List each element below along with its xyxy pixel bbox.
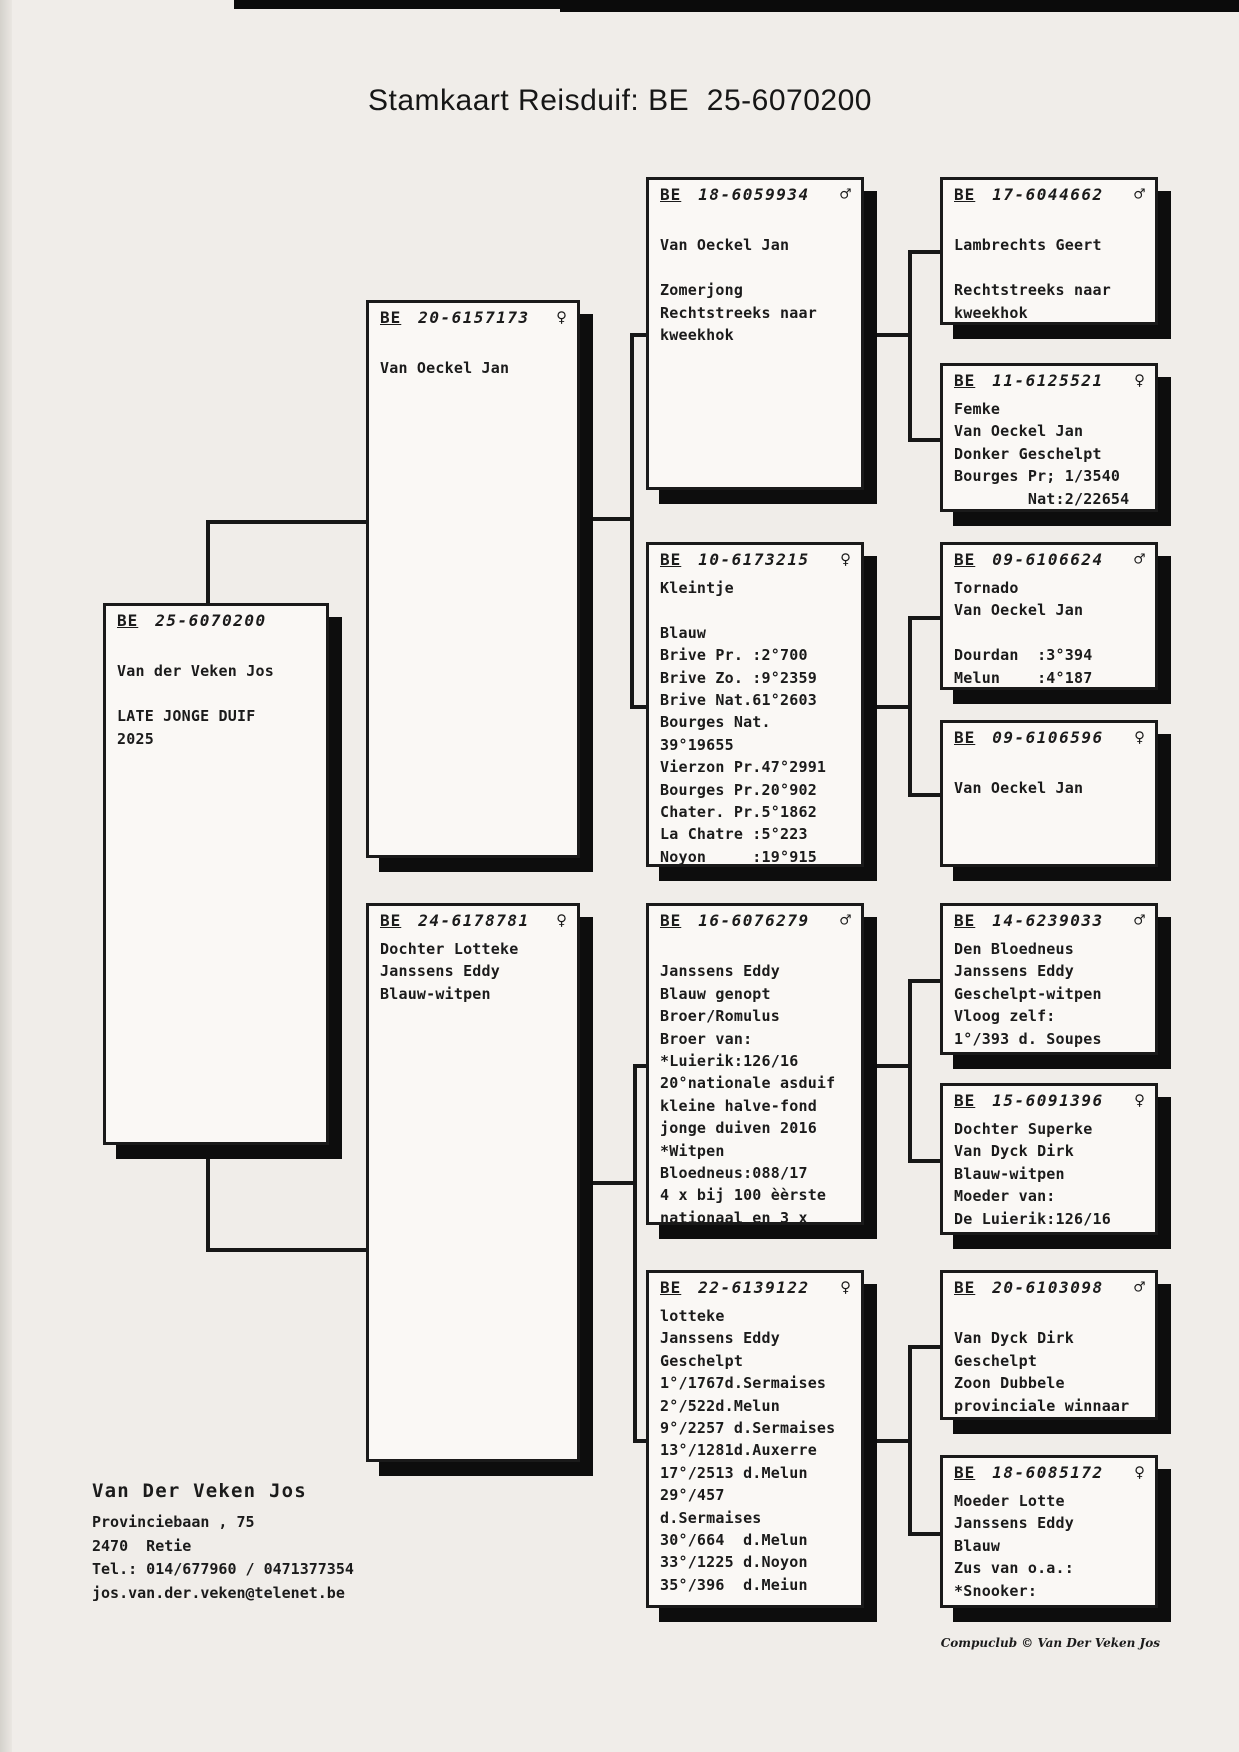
pedigree-text-line: 4 x bij 100 èèrste: [660, 1186, 827, 1205]
pedigree-text-line: Van der Veken Jos: [117, 662, 274, 681]
country-code: BE: [660, 1278, 682, 1297]
pedigree-text-line: 2°/522d.Melun: [660, 1396, 780, 1415]
male-icon: ♂: [1134, 184, 1145, 205]
page-title: Stamkaart Reisduif: BE 25-6070200: [368, 84, 872, 117]
male-icon: ♂: [1134, 1277, 1145, 1298]
pedigree-text-line: Brive Pr. :2°700: [660, 646, 808, 665]
pedigree-text-line: 9°/2257 d.Sermaises: [660, 1419, 836, 1438]
female-icon: ♀: [556, 307, 567, 328]
pedigree-text-line: Janssens Eddy: [954, 962, 1074, 981]
pedigree-text-line: *Witpen: [660, 1141, 725, 1160]
ring-header: [943, 545, 1155, 574]
pedigree-box-16-6076279: [646, 903, 864, 1225]
ring-number: 16-6076279: [698, 911, 810, 930]
connector-line: [206, 1145, 210, 1252]
pedigree-text-line: Geschelpt: [660, 1351, 744, 1370]
pedigree-box-24-6178781: [366, 903, 580, 1462]
pedigree-text-line: 39°19655: [660, 735, 734, 754]
pedigree-text-line: Nat:2/22654: [954, 489, 1130, 508]
female-icon: ♀: [840, 549, 851, 570]
male-icon: ♂: [1134, 549, 1145, 570]
pedigree-text-line: [954, 1305, 1147, 1327]
pedigree-text-line: Janssens Eddy: [380, 962, 500, 981]
ring-number: 18-6085172: [992, 1463, 1104, 1482]
ring-header: [369, 303, 577, 332]
pedigree-box-body: [649, 209, 861, 346]
ring-number: 09-6106596: [992, 728, 1104, 747]
pedigree-text-line: Blauw: [660, 623, 707, 642]
pedigree-box-body: [649, 1302, 861, 1596]
pedigree-text-line: [660, 212, 853, 234]
country-code: BE: [954, 911, 976, 930]
pedigree-text-line: Janssens Eddy: [954, 1514, 1074, 1533]
female-icon: ♀: [1134, 1090, 1145, 1111]
pedigree-box-body: [943, 209, 1155, 324]
pedigree-text-line: 1°/1767d.Sermaises: [660, 1374, 827, 1393]
ring-number: 11-6125521: [992, 371, 1104, 390]
pedigree-box-18-6059934: [646, 177, 864, 490]
ring-number: 10-6173215: [698, 550, 810, 569]
country-code: BE: [660, 911, 682, 930]
country-code: BE: [954, 185, 976, 204]
owner-name: Van Der Veken Jos: [92, 1480, 307, 1502]
owner-address-line: Provinciebaan , 75: [92, 1513, 255, 1531]
pedigree-text-line: Geschelpt: [954, 1351, 1038, 1370]
pedigree-box-15-6091396: [940, 1083, 1158, 1235]
country-code: BE: [954, 728, 976, 747]
pedigree-text-line: Kleintje: [660, 579, 734, 597]
pedigree-box-body: [943, 395, 1155, 510]
connector-line: [864, 1439, 908, 1443]
country-code: BE: [380, 308, 402, 327]
connector-line: [864, 333, 908, 337]
pedigree-box-14-6239033: [940, 903, 1158, 1055]
pedigree-text-line: Bourges Pr; 1/3540: [954, 467, 1121, 486]
connector-line: [908, 1345, 912, 1536]
pedigree-text-line: LATE JONGE DUIF: [117, 707, 256, 726]
pedigree-box-22-6139122: [646, 1270, 864, 1608]
pedigree-box-body: [649, 574, 861, 868]
ring-number: 25-6070200: [155, 611, 267, 630]
pedigree-text-line: Van Oeckel Jan: [954, 601, 1084, 620]
pedigree-text-line: Geschelpt-witpen: [954, 984, 1102, 1003]
pedigree-text-line: Dourdan :3°394: [954, 646, 1093, 665]
pedigree-text-line: Zus van o.a.:: [954, 1559, 1074, 1578]
scan-edge-artifact: [0, 0, 12, 1752]
pedigree-text-line: Brive Zo. :9°2359: [660, 668, 817, 687]
pedigree-text-line: Van Oeckel Jan: [954, 779, 1084, 798]
pedigree-text-line: [117, 638, 318, 660]
pedigree-text-line: Broer van:: [660, 1029, 753, 1048]
connector-line: [908, 1159, 940, 1163]
male-icon: ♂: [840, 184, 851, 205]
country-code: BE: [660, 550, 682, 569]
pedigree-text-line: [954, 622, 1147, 644]
pedigree-text-line: Lambrechts Geert: [954, 236, 1102, 255]
pedigree-text-line: Brive Nat.61°2603: [660, 691, 817, 710]
pedigree-text-line: Zomerjong: [660, 281, 744, 300]
pedigree-text-line: Van Oeckel Jan: [380, 359, 510, 378]
pedigree-text-line: Tornado: [954, 579, 1019, 597]
connector-line: [908, 616, 940, 620]
female-icon: ♀: [556, 910, 567, 931]
pedigree-text-line: Dochter Superke: [954, 1120, 1093, 1138]
pedigree-text-line: Vierzon Pr.47°2991: [660, 758, 827, 777]
pedigree-text-line: Moeder van:: [954, 1187, 1056, 1206]
connector-line: [580, 1181, 635, 1185]
ring-header: [943, 1458, 1155, 1487]
pedigree-text-line: Broer/Romulus: [660, 1007, 780, 1026]
male-icon: ♂: [840, 910, 851, 931]
connector-line: [864, 1064, 908, 1068]
ring-header: [943, 180, 1155, 209]
connector-line: [908, 438, 940, 442]
pedigree-text-line: 2025: [117, 729, 154, 748]
ring-number: 17-6044662: [992, 185, 1104, 204]
ring-number: 14-6239033: [992, 911, 1104, 930]
pedigree-box-body: [106, 635, 326, 750]
pedigree-text-line: [954, 212, 1147, 234]
connector-line: [630, 333, 646, 337]
pedigree-box-17-6044662: [940, 177, 1158, 325]
connector-line: [908, 1532, 940, 1536]
pedigree-text-line: Van Oeckel Jan: [660, 236, 790, 255]
connector-line: [908, 1345, 940, 1349]
connector-line: [633, 1439, 646, 1443]
pedigree-text-line: Janssens Eddy: [660, 962, 780, 981]
pedigree-text-line: 30°/664 d.Melun: [660, 1531, 808, 1550]
pedigree-box-09-6106624: [940, 542, 1158, 690]
pedigree-text-line: Donker Geschelpt: [954, 444, 1102, 463]
owner-block: [92, 1480, 354, 1605]
country-code: BE: [660, 185, 682, 204]
ring-header: [106, 606, 326, 635]
pedigree-box-09-6106596: [940, 720, 1158, 867]
pedigree-text-line: jonge duiven 2016: [660, 1119, 817, 1138]
owner-address-line: 2470 Retie: [92, 1536, 192, 1555]
pedigree-text-line: De Luierik:126/16: [954, 1209, 1111, 1228]
ring-header: [943, 723, 1155, 752]
pedigree-box-body: [943, 574, 1155, 689]
pedigree-text-line: 29°/457: [660, 1486, 725, 1505]
connector-line: [908, 250, 912, 442]
pedigree-text-line: Rechtstreeks naar: [954, 281, 1111, 300]
pedigree-text-line: Janssens Eddy: [660, 1329, 780, 1348]
pedigree-box-25-6070200: [103, 603, 329, 1145]
pedigree-text-line: [117, 683, 318, 705]
pedigree-text-line: 1°/393 d. Soupes: [954, 1029, 1102, 1048]
pedigree-box-body: [943, 752, 1155, 800]
pedigree-box-body: [943, 1115, 1155, 1230]
pedigree-text-line: *Snooker:: [954, 1581, 1038, 1600]
connector-line: [206, 520, 366, 524]
pedigree-box-body: [943, 1302, 1155, 1417]
ring-header: [943, 906, 1155, 935]
ring-number: 20-6103098: [992, 1278, 1104, 1297]
pedigree-text-line: [380, 335, 569, 357]
pedigree-text-line: Bourges Pr.20°902: [660, 780, 817, 799]
pedigree-text-line: La Chatre :5°223: [660, 825, 808, 844]
connector-line: [908, 793, 940, 797]
ring-header: [943, 1273, 1155, 1302]
pedigree-text-line: [954, 257, 1147, 279]
pedigree-text-line: *Luierik:126/16: [660, 1052, 799, 1071]
ring-number: 15-6091396: [992, 1091, 1104, 1110]
connector-line: [633, 1064, 637, 1443]
connector-line: [864, 705, 908, 709]
pedigree-text-line: Rechtstreeks naar: [660, 303, 817, 322]
male-icon: ♂: [1134, 910, 1145, 931]
pedigree-text-line: [660, 257, 853, 279]
ring-number: 22-6139122: [698, 1278, 810, 1297]
pedigree-box-20-6157173: [366, 300, 580, 858]
pedigree-text-line: [660, 938, 853, 960]
pedigree-text-line: Zoon Dubbele: [954, 1374, 1065, 1393]
pedigree-box-body: [369, 935, 577, 1005]
country-code: BE: [117, 611, 139, 630]
scan-top-bar-artifact: [560, 0, 1239, 12]
pedigree-text-line: [660, 599, 853, 621]
pedigree-text-line: 33°/1225 d.Noyon: [660, 1553, 808, 1572]
pedigree-text-line: Van Dyck Dirk: [954, 1142, 1074, 1161]
ring-header: [943, 366, 1155, 395]
pedigree-text-line: 35°/396 d.Meiun: [660, 1575, 808, 1594]
country-code: BE: [954, 550, 976, 569]
pedigree-box-10-6173215: [646, 542, 864, 867]
ring-header: [649, 545, 861, 574]
country-code: BE: [954, 371, 976, 390]
ring-header: [649, 1273, 861, 1302]
pedigree-text-line: Chater. Pr.5°1862: [660, 803, 817, 822]
connector-line: [630, 333, 634, 709]
pedigree-text-line: Blauw-witpen: [954, 1164, 1065, 1183]
pedigree-text-line: d.Sermaises: [660, 1508, 762, 1527]
pedigree-text-line: Den Bloedneus: [954, 940, 1074, 958]
pedigree-text-line: Van Oeckel Jan: [954, 422, 1084, 441]
pedigree-box-20-6103098: [940, 1270, 1158, 1420]
connector-line: [908, 250, 940, 254]
ring-header: [369, 906, 577, 935]
pedigree-text-line: 13°/1281d.Auxerre: [660, 1441, 817, 1460]
pedigree-text-line: Melun :4°187: [954, 668, 1093, 687]
ring-number: 09-6106624: [992, 550, 1104, 569]
female-icon: ♀: [1134, 727, 1145, 748]
ring-header: [943, 1086, 1155, 1115]
ring-number: 24-6178781: [418, 911, 530, 930]
female-icon: ♀: [1134, 1462, 1145, 1483]
pedigree-text-line: kweekhok: [660, 326, 734, 344]
pedigree-text-line: Vloog zelf:: [954, 1007, 1056, 1026]
pedigree-text-line: 20°nationale asduif: [660, 1074, 836, 1093]
country-code: BE: [954, 1091, 976, 1110]
connector-line: [580, 517, 632, 521]
connector-line: [633, 1064, 646, 1068]
pedigree-box-body: [369, 332, 577, 380]
pedigree-text-line: Moeder Lotte: [954, 1492, 1065, 1510]
pedigree-text-line: nationaal en 3 x: [660, 1208, 808, 1227]
pedigree-text-line: kweekhok: [954, 303, 1028, 322]
software-credit: Compuclub © Van Der Veken Jos: [940, 1636, 1160, 1650]
pedigree-text-line: Blauw-witpen: [380, 984, 491, 1003]
pedigree-box-11-6125521: [940, 363, 1158, 512]
pedigree-box-18-6085172: [940, 1455, 1158, 1608]
ring-header: [649, 906, 861, 935]
owner-address-line: jos.van.der.veken@telenet.be: [92, 1583, 345, 1602]
pedigree-text-line: Dochter Lotteke: [380, 940, 519, 958]
ring-number: 20-6157173: [418, 308, 530, 327]
country-code: BE: [954, 1278, 976, 1297]
pedigree-text-line: Blauw: [954, 1536, 1001, 1555]
connector-line: [206, 520, 210, 605]
female-icon: ♀: [1134, 370, 1145, 391]
connector-line: [908, 616, 912, 797]
pedigree-text-line: Bourges Nat.: [660, 713, 771, 732]
ring-number: 18-6059934: [698, 185, 810, 204]
pedigree-box-body: [943, 935, 1155, 1050]
pedigree-text-line: Bloedneus:088/17: [660, 1164, 808, 1183]
pedigree-text-line: Noyon :19°915: [660, 847, 817, 866]
female-icon: ♀: [840, 1277, 851, 1298]
owner-address: [92, 1511, 354, 1605]
connector-line: [206, 1248, 366, 1252]
pedigree-text-line: 17°/2513 d.Melun: [660, 1463, 808, 1482]
pedigree-text-line: [954, 755, 1147, 777]
country-code: BE: [380, 911, 402, 930]
pedigree-text-line: Blauw genopt: [660, 984, 771, 1003]
pedigree-text-line: Femke: [954, 400, 1001, 418]
connector-line: [630, 705, 646, 709]
owner-address-line: Tel.: 014/677960 / 0471377354: [92, 1560, 354, 1578]
pedigree-text-line: provinciale winnaar: [954, 1396, 1130, 1415]
connector-line: [908, 979, 940, 983]
ring-header: [649, 180, 861, 209]
connector-line: [908, 979, 912, 1163]
pedigree-box-body: [649, 935, 861, 1229]
pedigree-text-line: kleine halve-fond: [660, 1096, 817, 1115]
pedigree-box-body: [943, 1487, 1155, 1602]
country-code: BE: [954, 1463, 976, 1482]
pedigree-text-line: Van Dyck Dirk: [954, 1329, 1074, 1348]
pedigree-text-line: lotteke: [660, 1307, 725, 1325]
